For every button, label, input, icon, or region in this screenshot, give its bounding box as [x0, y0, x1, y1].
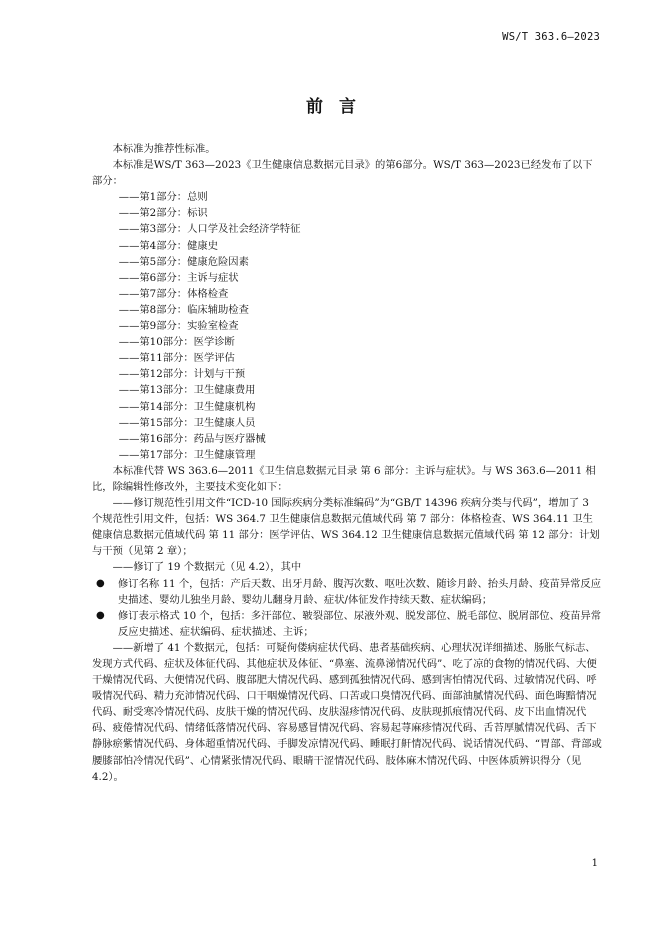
paragraph-change-modified: ——修订了 19 个数据元（见 4.2），其中: [112, 561, 302, 574]
bullet-text: 修订表示格式 10 个，包括：多汗部位、皲裂部位、尿液外观、脱发部位、脱毛部位、脱屑部位、疫苗异常反应史描述、症状编码、症状描述、主诉；: [118, 609, 602, 638]
standard-code-header: WS/T 363.6—2023: [502, 31, 600, 43]
paragraph-change-references: ——修订规范性引用文件“ICD-10 国际疾病分类标准编码”为“GB/T 14396 疾病分类与代码”，增加了 3 个规范性引用文件，包括：WS 364.7 卫生健康信息数据元值域代码 第 7 部分：体格检查、WS 364.11 卫生健康信息数据元值域代码 第 11 部分：医学评估、WS 364.12 卫生健康信息数据元值域代码 第 12 部分：计划与干预（见第 2 章）；: [92, 497, 600, 558]
paragraph-change-added: ——新增了 41 个数据元，包括：可疑佝偻病症状代码、患者基础疾病、心理状况详细描述、肠胀气标志、发现方式代码、症状及体征代码、其他症状及体征、“鼻塞、流鼻涕情况代码”、吃了凉的食物的情况代码、大便干燥情况代码、大便情况代码、腹部肥大情况代码、感到孤独情况代码、感到害怕情况代码、过敏情况代码、呼吸情况代码、精力充沛情况代码、口干咽燥情况代码、口苦或口臭情况代码、面部油腻情况代码、面色晦黯情况代码、耐受寒冷情况代码、皮肤干燥的情况代码、皮肤湿疹情况代码、皮肤现抓痕情况代码、皮下出血情况代码、疲倦情况代码、情绪低落情况代码、容易感冒情况代码、容易起荨麻疹情况代码、舌苔厚腻情况代码、舌下静脉瘀紫情况代码、身体超重情况代码、手脚发凉情况代码、睡眠打鼾情况代码、说话情况代码、“胃部、背部或腰膝部怕冷情况代码”、心情紧张情况代码、眼睛干涩情况代码、肢体麻木情况代码、中医体质辨识得分（见 4.2）。: [92, 641, 602, 783]
list-item: ——第10部分：医学诊断: [118, 336, 235, 349]
list-item: ——第16部分：药品与医疗器械: [118, 432, 266, 445]
list-item: ——第5部分：健康危险因素: [118, 255, 249, 268]
page-number: 1: [591, 858, 598, 869]
list-item: ——第12部分：计划与干预: [118, 368, 246, 381]
page-title: 前言: [306, 97, 372, 117]
list-item: ——第17部分：卫生健康管理: [118, 448, 256, 461]
list-item: ——第14部分：卫生健康机构: [118, 400, 256, 413]
bullet-item-format: [92, 608, 602, 640]
parts-list: [92, 189, 602, 463]
list-item: ——第15部分：卫生健康人员: [118, 416, 256, 429]
paragraph-replaces: 本标准代替 WS 363.6—2011《卫生信息数据元目录 第 6 部分：主诉与症状》。与 WS 363.6—2011 相比，除编辑性修改外，主要技术变化如下：: [92, 464, 596, 493]
list-item: ——第4部分：健康史: [118, 239, 218, 252]
bullet-item-rename: [92, 576, 602, 608]
list-item: ——第13部分：卫生健康费用: [118, 384, 256, 397]
list-item: ——第8部分：临床辅助检查: [118, 303, 249, 316]
paragraph-intro-2: 本标准是WS/T 363—2023《卫生健康信息数据元目录》的第6部分。WS/T 363—2023已经发布了以下部分：: [92, 159, 593, 188]
list-item: ——第7部分：体格检查: [118, 287, 229, 300]
list-item: ——第9部分：实验室检查: [118, 320, 239, 333]
list-item: ——第11部分：医学评估: [118, 352, 235, 365]
bullet-text: 修订名称 11 个，包括：产后天数、出牙月龄、腹泻次数、呕吐次数、随诊月龄、抬头月龄、疫苗异常反应史描述、婴幼儿独坐月龄、婴幼儿翻身月龄、症状/体征发作持续天数、症状编码；: [118, 577, 602, 606]
list-item: ——第2部分：标识: [118, 207, 208, 220]
bullet-icon: ●: [96, 577, 105, 589]
list-item: ——第3部分：人口学及社会经济学特征: [118, 223, 301, 236]
body-content: [92, 141, 602, 785]
list-item: ——第1部分：总则: [118, 191, 208, 204]
bullet-icon: ●: [96, 609, 105, 621]
list-item: ——第6部分：主诉与症状: [118, 271, 239, 284]
paragraph-intro-1: 本标准为推荐性标准。: [112, 143, 216, 155]
